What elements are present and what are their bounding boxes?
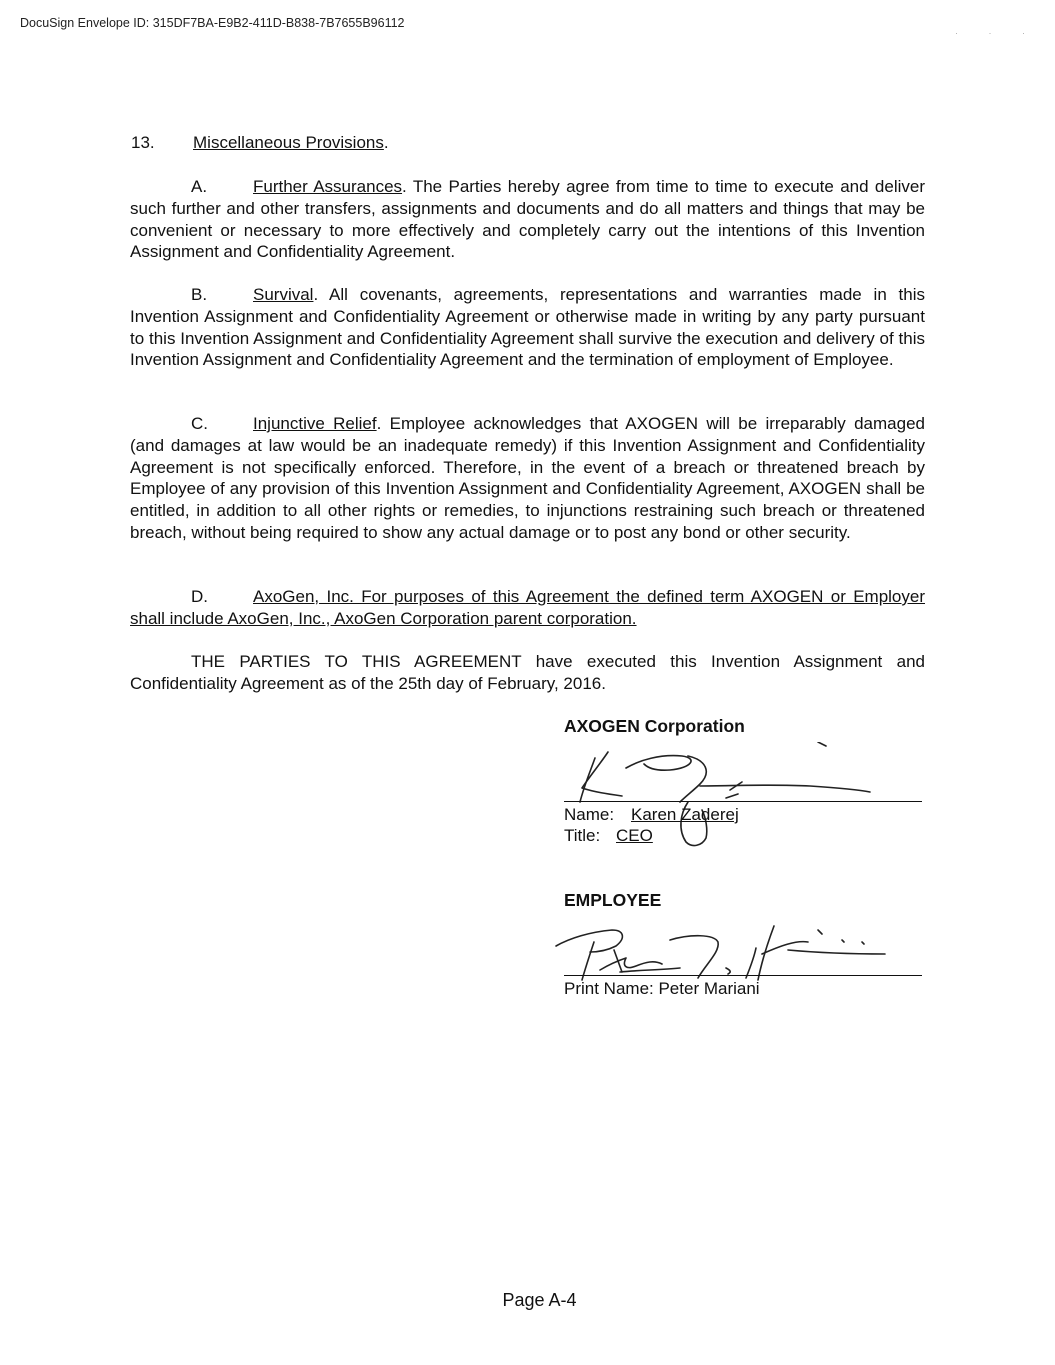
paragraph-heading: Further Assurances [253,177,403,196]
scan-specks: · · · [955,28,1039,38]
docusign-envelope-id: DocuSign Envelope ID: 315DF7BA-E9B2-411D-B838-7B7655B96112 [20,16,405,30]
section-title-suffix: . [383,133,389,152]
section-title: Miscellaneous Provisions [193,133,384,152]
paragraph-text: THE PARTIES TO THIS AGREEMENT have executed this Invention Assignment and Confidentiality Agreement as of the 25th day of February, 2016. [130,652,925,693]
paragraph-axogen-inc [130,586,925,630]
employee-print-name: Print Name: Peter Mariani [564,979,760,998]
employee-signature-heading: EMPLOYEE [564,890,662,910]
paragraph-text: . Employee acknowledges that AXOGEN will be irreparably damaged (and damages at law would be an inadequate remedy) if this Invention Assignment and Confidentiality Agreement is not specifically enforced. Therefore, in the event of a breach or threatened breach by Employee of any provision of this Invention Assignment and Confidentiality Agreement, AXOGEN shall be entitled, in addition to all other rights or remedies, to injunctions restraining such breach or threatened breach, without being required to show any actual damage or to post any bond or other security. [130,414,925,542]
company-signature-heading: AXOGEN Corporation [564,716,745,736]
company-signer-name [564,805,739,825]
name-label: Name: [564,805,615,824]
employee-signature-line [564,975,922,976]
paragraph-letter: C. [191,414,208,433]
title-value: CEO [616,826,653,845]
page-number: Page A-4 [502,1290,577,1310]
section-number: 13. [131,133,155,152]
title-label: Title: [564,826,601,845]
name-value: Karen Zaderej [631,805,739,824]
paragraph-survival [130,284,925,371]
company-signer-title [564,826,653,846]
paragraph-letter: B. [191,285,208,304]
paragraph-further-assurances [130,176,925,263]
paragraph-injunctive-relief [130,413,925,544]
paragraph-heading: Injunctive Relief [253,414,377,433]
paragraph-text: AxoGen, Inc. For purposes of this Agreement the defined term AXOGEN or Employer shall include AxoGen, Inc., AxoGen Corporation parent corporation. [130,587,925,628]
section-heading [131,133,389,153]
paragraph-parties-executed [130,651,925,695]
paragraph-text: . The Parties hereby agree from time to time to execute and deliver such further and other transfers, assignments and documents and do all matters and things that may be convenient or necessary to more effectively and completely carry out the intentions of this Invention Assignment and Confidentiality Agreement. [130,177,926,262]
paragraph-letter: D. [191,587,208,606]
company-signature-line [564,801,922,802]
paragraph-text: . All covenants, agreements, representations and warranties made in this Invention Assignment and Confidentiality Agreement or otherwise made in writing by any party pursuant to this Invention Assignment and Confidentiality Agreement shall survive the execution and delivery of this Invention Assignment and Confidentiality Agreement and the termination of employment of Employee. [130,285,925,370]
paragraph-letter: A. [191,177,208,196]
paragraph-heading: Survival [253,285,314,304]
